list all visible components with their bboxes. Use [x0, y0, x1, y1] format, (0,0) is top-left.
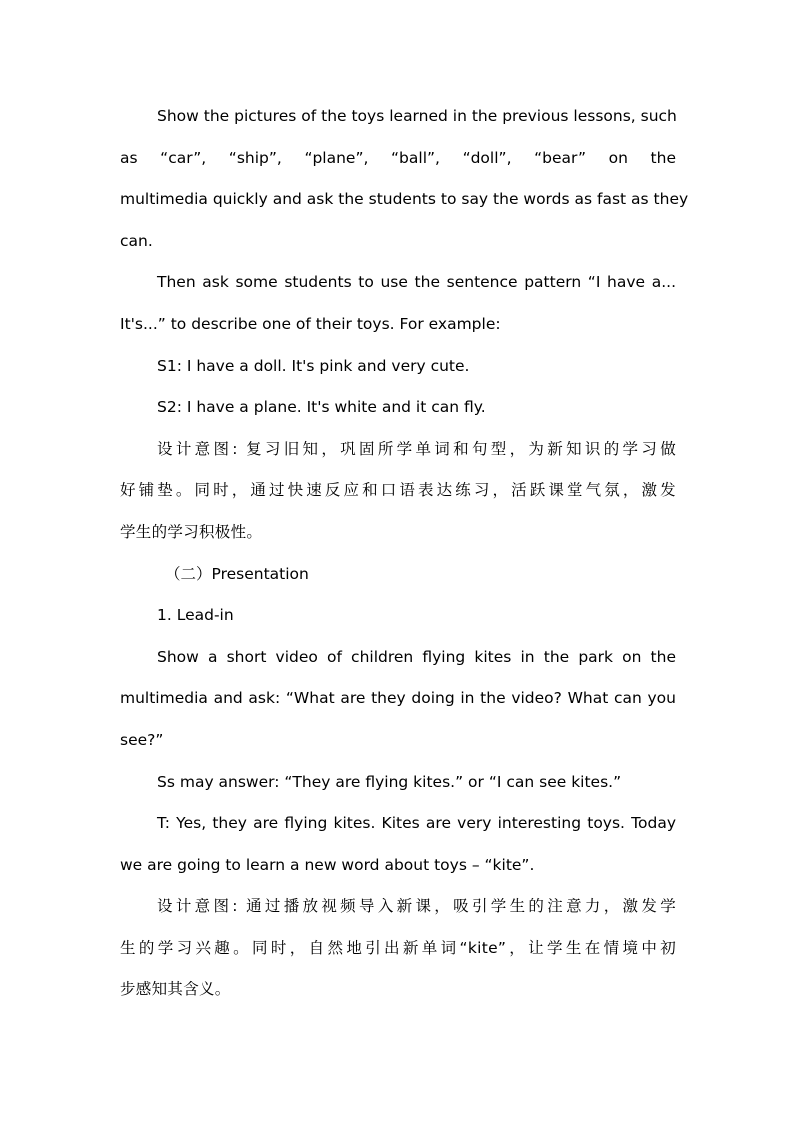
- dialogue-line: S1: I have a doll. It's pink and very cute.: [157, 356, 470, 375]
- design-intent-line: 学生的学习积极性。: [120, 522, 263, 541]
- document-body: [120, 96, 689, 1011]
- design-intent-line: 设计意图: 通过播放视频导入新课，吸引学生的注意力，激发学: [157, 897, 676, 916]
- design-intent-line: 设计意图: 复习旧知，巩固所学单词和句型，为新知识的学习做: [157, 439, 676, 458]
- paragraph-line: Then ask some students to use the sentence pattern “I have a...: [157, 273, 676, 292]
- paragraph-line: Show the pictures of the toys learned in the previous lessons, such: [157, 107, 677, 125]
- design-intent-line: 生的学习兴趣。同时，自然地引出新单词“kite”，让学生在情境中初: [120, 938, 676, 957]
- paragraph-line: It's...” to describe one of their toys. For example:: [120, 314, 501, 333]
- design-intent-line: 好铺垫。同时，通过快速反应和口语表达练习，活跃课堂气氛，激发: [120, 481, 676, 500]
- subsection-heading: 1. Lead-in: [157, 606, 234, 625]
- paragraph-line: can.: [120, 231, 153, 250]
- dialogue-line: S2: I have a plane. It's white and it can fly.: [157, 398, 486, 417]
- dialogue-line: Ss may answer: “They are flying kites.” or “I can see kites.”: [157, 772, 622, 791]
- design-intent-line: 步感知其含义。: [120, 980, 231, 999]
- paragraph-line: multimedia quickly and ask the students to say the words as fast as they: [120, 190, 689, 209]
- paragraph-line: multimedia and ask: “What are they doing in the video? What can you: [120, 689, 676, 708]
- dialogue-line: we are going to learn a new word about toys – “kite”.: [120, 855, 535, 874]
- paragraph-line: Show a short video of children flying kites in the park on the: [157, 647, 676, 666]
- dialogue-line: T: Yes, they are flying kites. Kites are very interesting toys. Today: [157, 814, 676, 833]
- paragraph-line: as “car”, “ship”, “plane”, “ball”, “doll”, “bear” on the: [120, 148, 676, 167]
- paragraph-line: see?”: [120, 730, 164, 749]
- section-heading: （二）Presentation: [165, 564, 309, 583]
